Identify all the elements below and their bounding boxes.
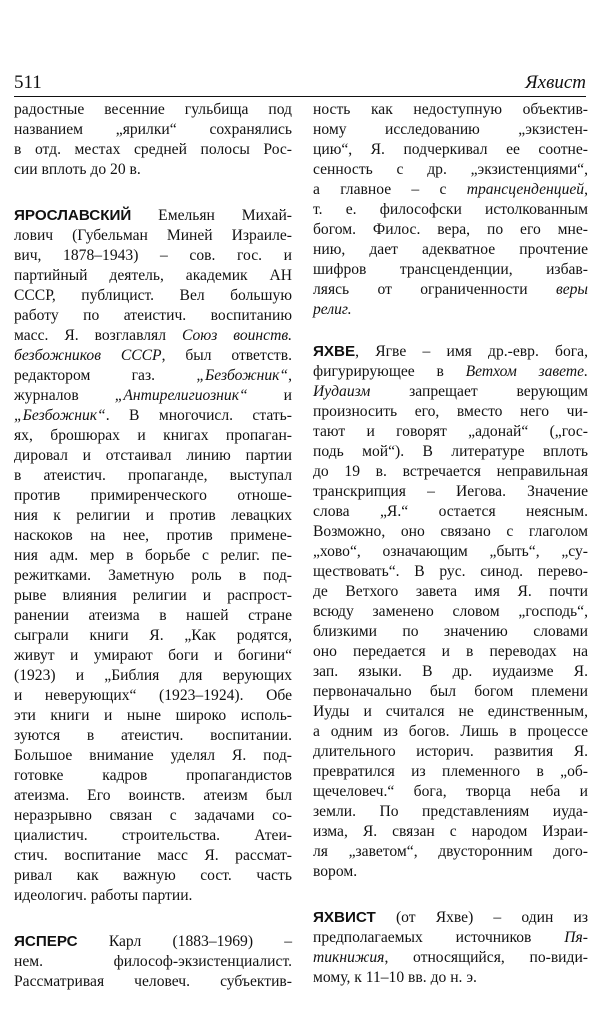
text-line: СССР, публицист. Вел большую xyxy=(14,287,292,304)
text-line: работу по атеистич. воспитанию xyxy=(14,307,292,324)
text-line: живут и умирают боги и богини“ xyxy=(14,647,292,664)
text-line: до 19 в. встречается неправильная xyxy=(313,463,588,480)
entry-yahvist xyxy=(313,908,588,988)
left-column xyxy=(14,100,292,992)
text-line: превратился из племенного в „об- xyxy=(313,763,588,780)
spacer xyxy=(313,882,588,908)
text-line: ляясь от ограниченности веры xyxy=(313,281,588,298)
text-line: режитками. Заметную роль в под- xyxy=(14,567,292,584)
text-line: сыграли книги Я. „Как родятся, xyxy=(14,627,292,644)
page-header xyxy=(14,72,586,94)
header-rule xyxy=(14,96,586,97)
text-line: ривал как важную сост. часть xyxy=(14,867,292,884)
text-line: близкими по значению словами xyxy=(313,623,588,640)
text-line: оно передается и в переводах на xyxy=(313,643,588,660)
entry-yaroslavsky xyxy=(14,206,292,906)
text-line: де Ветхого завета имя Я. почти xyxy=(313,583,588,600)
spacer xyxy=(313,320,588,342)
text-line: ния адм. мер в борьбе с религ. пе- xyxy=(14,547,292,564)
text-line: сии вплоть до 20 в. xyxy=(14,161,141,178)
text-line: названием „ярилки“ сохранялись xyxy=(14,121,292,138)
text-line: ранении атеизма в нашей стране xyxy=(14,607,292,624)
text-line: (1923) и „Библия для верующих xyxy=(14,667,292,684)
text-line: ния к религии и против левацких xyxy=(14,507,292,524)
text-line: в отд. местах средней полосы Рос- xyxy=(14,141,292,158)
text-line: масс. Я. возглавлял Союз воинств. xyxy=(14,327,292,344)
text-line: длительного историч. развития Я. xyxy=(313,743,588,760)
text-line: радостные весенние гульбища под xyxy=(14,101,292,118)
text-line: ЯРОСЛАВСКИЙ Емельян Михай- xyxy=(14,207,292,224)
text-line: в атеистич. пропаганде, выступал xyxy=(14,467,292,484)
text-line: стич. воспитание масс Я. рассмат- xyxy=(14,847,292,864)
entry-yarilo-continuation xyxy=(14,100,292,180)
text-line: Иудаизм запрещает верующим xyxy=(313,383,588,400)
text-line: нем. философ-экзистенциалист. xyxy=(14,953,292,970)
text-line: тикнижия, относящийся, по-види- xyxy=(313,949,588,966)
text-line: Рассматривая человеч. субъектив- xyxy=(14,973,292,990)
text-line: а одним из богов. Лишь в процессе xyxy=(313,723,588,740)
text-line: нию, дает адекватное прочтение xyxy=(313,241,588,258)
text-line: т. е. философски истолкованным xyxy=(313,201,588,218)
text-line: неразрывно связан с задачами со- xyxy=(14,807,292,824)
text-line: зап. языки. В др. иудаизме Я. xyxy=(313,663,588,680)
spacer xyxy=(14,906,292,932)
entry-headword: ЯХВЕ xyxy=(313,343,356,360)
text-line: произносить его, вместо него чи- xyxy=(313,403,588,420)
text-line: богом. Филос. вера, по его мне- xyxy=(313,221,588,238)
text-line: ЯХВИСТ (от Яхве) – один из xyxy=(313,909,588,926)
text-line: ЯХВЕ, Ягве – имя др.-евр. бога, xyxy=(313,343,588,360)
text-line: лович (Губельман Миней Израиле- xyxy=(14,227,292,244)
text-line: против примиренческого отноше- xyxy=(14,487,292,504)
spacer xyxy=(14,180,292,206)
entry-yahve xyxy=(313,342,588,882)
right-column xyxy=(313,100,588,988)
text-line: ЯСПЕРС Карл (1883–1969) – xyxy=(14,933,292,950)
text-line: шифров трансценденции, избав- xyxy=(313,261,588,278)
text-line: ному исследованию „экзистен- xyxy=(313,121,588,138)
text-line: безбожников СССР, был ответств. xyxy=(14,347,292,364)
text-line: эти книги и ныне широко исполь- xyxy=(14,707,292,724)
text-line: редактором газ. „Безбожник“, xyxy=(14,367,292,384)
text-line: партийный деятель, академик АН xyxy=(14,267,292,284)
text-line: „хово“, означающим „быть“, „су- xyxy=(313,543,588,560)
text-line: рыве влияния религии и распрост- xyxy=(14,587,292,604)
text-line: фигурирующее в Ветхом завете. xyxy=(313,363,588,380)
text-line: наскоков на нее, против примене- xyxy=(14,527,292,544)
text-line: вич, 1878–1943) – сов. гос. и xyxy=(14,247,292,264)
text-line: Возможно, оно связано с глаголом xyxy=(313,523,588,540)
text-line: а главное – с трансценденцией, xyxy=(313,181,588,198)
text-line: ществовать“. В рус. синод. перево- xyxy=(313,563,588,580)
text-line: предполагаемых источников Пя- xyxy=(313,929,588,946)
page-number: 511 xyxy=(14,72,42,93)
text-line: тают и говорят „адонай“ („гос- xyxy=(313,423,588,440)
text-line: ность как недоступную объектив- xyxy=(313,101,588,118)
text-line: идеологич. работы партии. xyxy=(14,887,193,904)
text-line: религ. xyxy=(313,301,352,318)
running-head: Яхвист xyxy=(525,72,586,93)
entry-jaspers-continuation xyxy=(313,100,588,320)
text-line: мому, к 11–10 вв. до н. э. xyxy=(313,969,477,986)
text-line: первоначально был богом племени xyxy=(313,683,588,700)
text-line: и неверующих“ (1923–1924). Обе xyxy=(14,687,292,704)
text-line: циалистич. строительства. Атеи- xyxy=(14,827,292,844)
text-line: изма, Я. связан с народом Израи- xyxy=(313,823,588,840)
text-line: ях, брошюрах и книгах пропаган- xyxy=(14,427,292,444)
text-line: цию“, Я. подчеркивал ее соотне- xyxy=(313,141,588,158)
entry-headword: ЯСПЕРС xyxy=(14,933,78,950)
text-line: сенность с др. „экзистенциями“, xyxy=(313,161,588,178)
text-line: ля „заветом“, двусторонним дого- xyxy=(313,843,588,860)
text-line: транскрипция – Иегова. Значение xyxy=(313,483,588,500)
text-line: подь мой“). В литературе вплоть xyxy=(313,443,588,460)
text-line: журналов „Антирелигиозник“ и xyxy=(14,387,292,404)
text-line: слова „Я.“ остается неясным. xyxy=(313,503,588,520)
text-line: Иуды и считался не единственным, xyxy=(313,703,588,720)
entry-headword: ЯРОСЛАВСКИЙ xyxy=(14,207,132,224)
entry-jaspers xyxy=(14,932,292,992)
text-line: „Безбожник“. В многочисл. стать- xyxy=(14,407,292,424)
text-line: дировал и отстаивал линию партии xyxy=(14,447,292,464)
text-line: земли. По представлениям иуда- xyxy=(313,803,588,820)
entry-headword: ЯХВИСТ xyxy=(313,909,376,926)
text-line: всюду заменено словом „господь“, xyxy=(313,603,588,620)
text-line: зуются в атеистич. воспитании. xyxy=(14,727,292,744)
text-line: атеизма. Его воинств. атеизм был xyxy=(14,787,292,804)
text-line: щечеловеч.“ бога, творца неба и xyxy=(313,783,588,800)
text-line: готовке кадров пропагандистов xyxy=(14,767,292,784)
text-line: Большое внимание уделял Я. под- xyxy=(14,747,292,764)
text-line: вором. xyxy=(313,863,358,880)
